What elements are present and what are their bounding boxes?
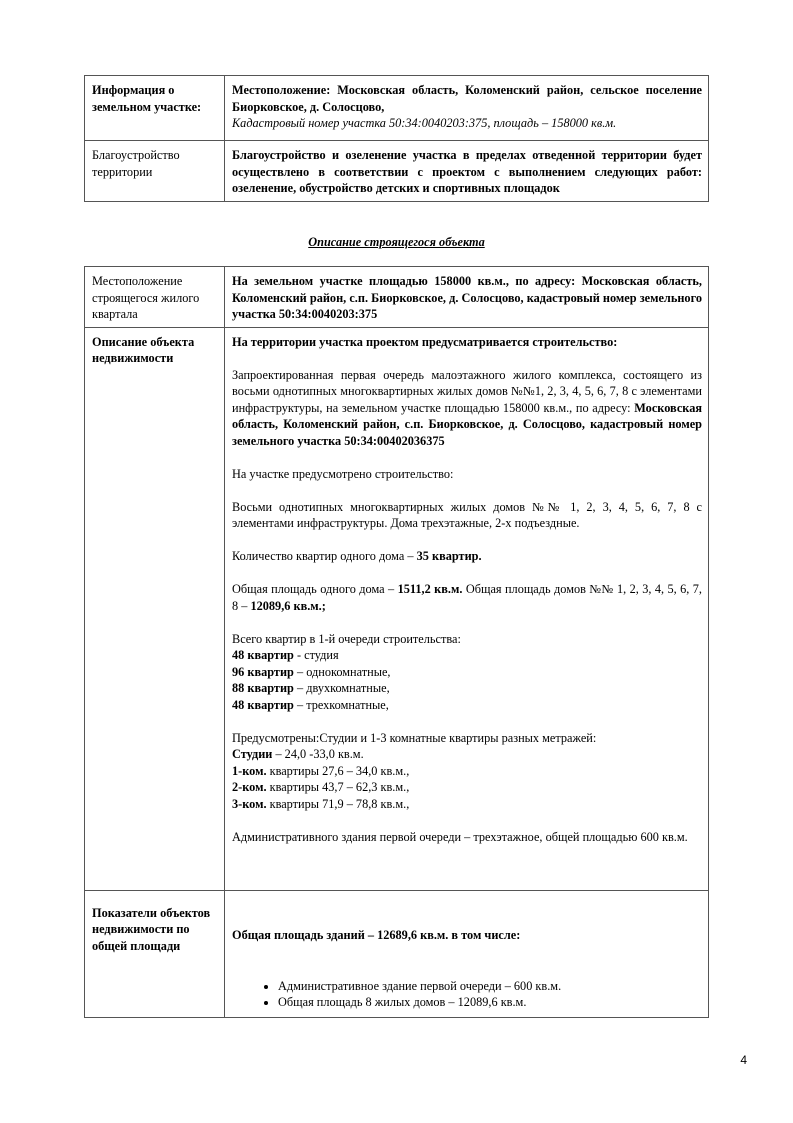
- table-row: [85, 890, 709, 1017]
- apartments-title: Всего квартир в 1-й очереди строительства:: [232, 631, 461, 646]
- list-item: Студии – 24,0 -33,0 кв.м.: [232, 747, 364, 761]
- area-bullet-list: [232, 978, 702, 1011]
- object-description-table: [84, 266, 709, 1018]
- description-paragraph: Запроектированная первая очередь малоэтажного жилого комплекса, состоящего из восьми однотипных многоквартирных жилых домов №№1, 2, 3, 4, 5, 6, 7, 8 с элементами инфраструктуры, на земельном участке площадью 158000 кв.м., по адресу: Московская область, Коломенский район, с.п. Биорковское, д. Солосцово, кадастровый номер земельного участка 50:34:00402036375: [232, 367, 702, 448]
- land-location-text: Местоположение: Московская область, Коломенский район, сельское поселение Биорковское, д. Солосцово,: [232, 83, 702, 114]
- row-label-land-info: Информация о земельном участке:: [85, 76, 225, 141]
- description-intro: На территории участка проектом предусматривается строительство:: [232, 334, 618, 349]
- list-item: • Общая площадь 8 жилых домов – 12089,6 кв.м.: [278, 994, 702, 1011]
- object-description-cell: [225, 327, 709, 890]
- description-paragraph: На участке предусмотрено строительство:: [232, 466, 454, 481]
- cadastral-text: Кадастровый номер участка 50:34:0040203:375, площадь – 158000 кв.м.: [232, 116, 617, 130]
- list-item: 96 квартир – однокомнатные,: [232, 664, 391, 679]
- total-area-text: Общая площадь зданий – 12689,6 кв.м. в том числе:: [232, 928, 521, 942]
- list-item: 3-ком. квартиры 71,9 – 78,8 кв.м.,: [232, 796, 410, 811]
- row-label-location: Местоположение строящегося жилого квартала: [85, 267, 225, 328]
- row-label-landscaping: Благоустройство территории: [85, 141, 225, 202]
- table-row: [85, 267, 709, 328]
- list-item: 48 квартир – трехкомнатные,: [232, 697, 389, 712]
- indicators-cell: [225, 890, 709, 1017]
- table-row: [85, 141, 709, 202]
- apartments-per-house: Количество квартир одного дома – 35 квартир.: [232, 549, 482, 563]
- list-item: 2-ком. квартиры 43,7 – 62,3 кв.м.,: [232, 780, 410, 794]
- page-number: 4: [740, 1053, 747, 1067]
- sizes-title: Предусмотрены:Студии и 1-3 комнатные квартиры разных метражей:: [232, 730, 597, 745]
- list-item: • Административное здание первой очереди – 600 кв.м.: [278, 978, 702, 995]
- table-row: [85, 76, 709, 141]
- object-location-text: На земельном участке площадью 158000 кв.м., по адресу: Московская область, Коломенский район, с.п. Биорковское, д. Солосцово, кадастровый номер земельного участка 50:34:0040203:375: [225, 267, 709, 328]
- area-paragraph: Общая площадь одного дома – 1511,2 кв.м. Общая площадь домов №№ 1, 2, 3, 4, 5, 6, 7, 8 – 12089,6 кв.м.;: [232, 582, 703, 613]
- row-label-indicators: Показатели объектов недвижимости по общей площади: [85, 890, 225, 1017]
- admin-building-paragraph: Административного здания первой очереди – трехэтажное, общей площадью 600 кв.м.: [232, 829, 688, 844]
- landscaping-text: Благоустройство и озеленение участка в пределах отведенной территории будет осуществлено в соответствии с проектом с выполнением следующих работ: озеленение, обустройство детских и спортивных площадок: [225, 141, 709, 202]
- table-row: [85, 327, 709, 890]
- list-item: 48 квартир - студия: [232, 648, 339, 662]
- list-item: 88 квартир – двухкомнатные,: [232, 681, 390, 695]
- land-info-value: [225, 76, 709, 141]
- row-label-description: Описание объекта недвижимости: [85, 327, 225, 890]
- section-heading: Описание строящегося объекта: [308, 235, 485, 249]
- land-info-table: [84, 75, 709, 202]
- list-item: 1-ком. квартиры 27,6 – 34,0 кв.м.,: [232, 763, 410, 778]
- description-paragraph: Восьми однотипных многоквартирных жилых домов №№ 1, 2, 3, 4, 5, 6, 7, 8 с элементами инфраструктуры. Дома трехэтажные, 2-х подъездные.: [232, 499, 702, 530]
